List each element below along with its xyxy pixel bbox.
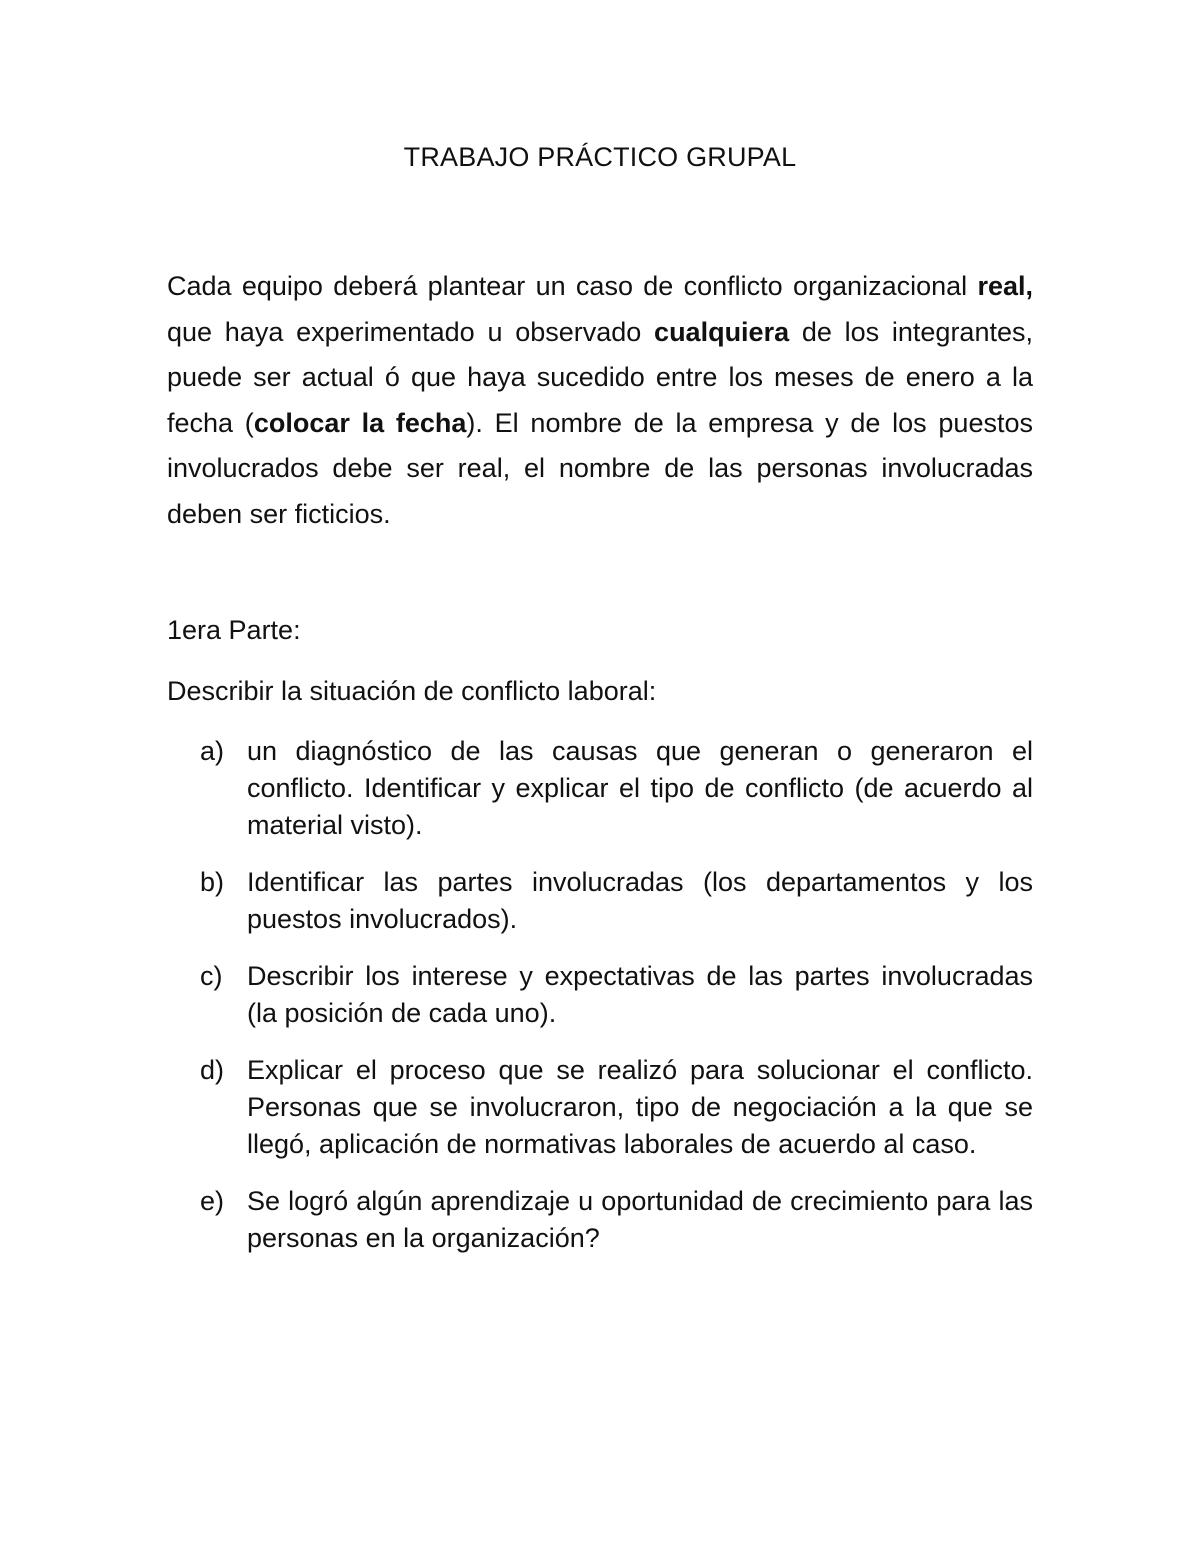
list-item-marker: e)	[200, 1186, 225, 1216]
describe-heading: Describir la situación de conflicto laboral:	[167, 676, 657, 706]
list-item	[167, 958, 1033, 1032]
intro-bold-real: real,	[977, 271, 1033, 301]
task-list	[167, 733, 1033, 1277]
list-item	[167, 864, 1033, 938]
intro-text-1: Cada equipo deberá plantear un caso de conflicto organizacional	[167, 271, 978, 301]
list-item-marker: d)	[200, 1055, 225, 1085]
list-item-text: un diagnóstico de las causas que generan o generaron el conflicto. Identificar y explicar el tipo de conflicto (de acuerdo al material visto).	[247, 736, 1033, 840]
list-item	[167, 1183, 1033, 1257]
intro-text-3: de los integrantes, puede ser actual ó que haya sucedido entre los meses de enero a la fecha (	[167, 316, 1033, 438]
list-item-text: Describir los interese y expectativas de las partes involucradas (la posición de cada uno).	[247, 961, 1033, 1028]
list-item-marker: a)	[200, 736, 225, 766]
list-item-text: Explicar el proceso que se realizó para solucionar el conflicto. Personas que se involucraron, tipo de negociación a la que se llegó, aplicación de normativas laborales de acuerdo al caso.	[247, 1055, 1033, 1159]
intro-bold-fecha: colocar la fecha	[253, 407, 467, 438]
intro-paragraph	[167, 264, 1033, 537]
document-title: TRABAJO PRÁCTICO GRUPAL	[403, 142, 797, 172]
list-item-marker: b)	[200, 867, 225, 897]
list-item-text: Identificar las partes involucradas (los departamentos y los puestos involucrados).	[247, 867, 1033, 934]
list-item-marker: c)	[200, 961, 223, 991]
list-item	[167, 733, 1033, 844]
intro-text-2: que haya experimentado u observado	[167, 316, 655, 347]
intro-text-4: ). El nombre de la empresa y de los puestos involucrados debe ser real, el nombre de las personas involucradas deben ser ficticios.	[167, 407, 1033, 529]
part-heading: 1era Parte:	[167, 615, 301, 645]
intro-bold-cualquiera: cualquiera	[654, 316, 790, 347]
list-item	[167, 1052, 1033, 1163]
list-item-text: Se logró algún aprendizaje u oportunidad de crecimiento para las personas en la organización?	[247, 1186, 1033, 1253]
